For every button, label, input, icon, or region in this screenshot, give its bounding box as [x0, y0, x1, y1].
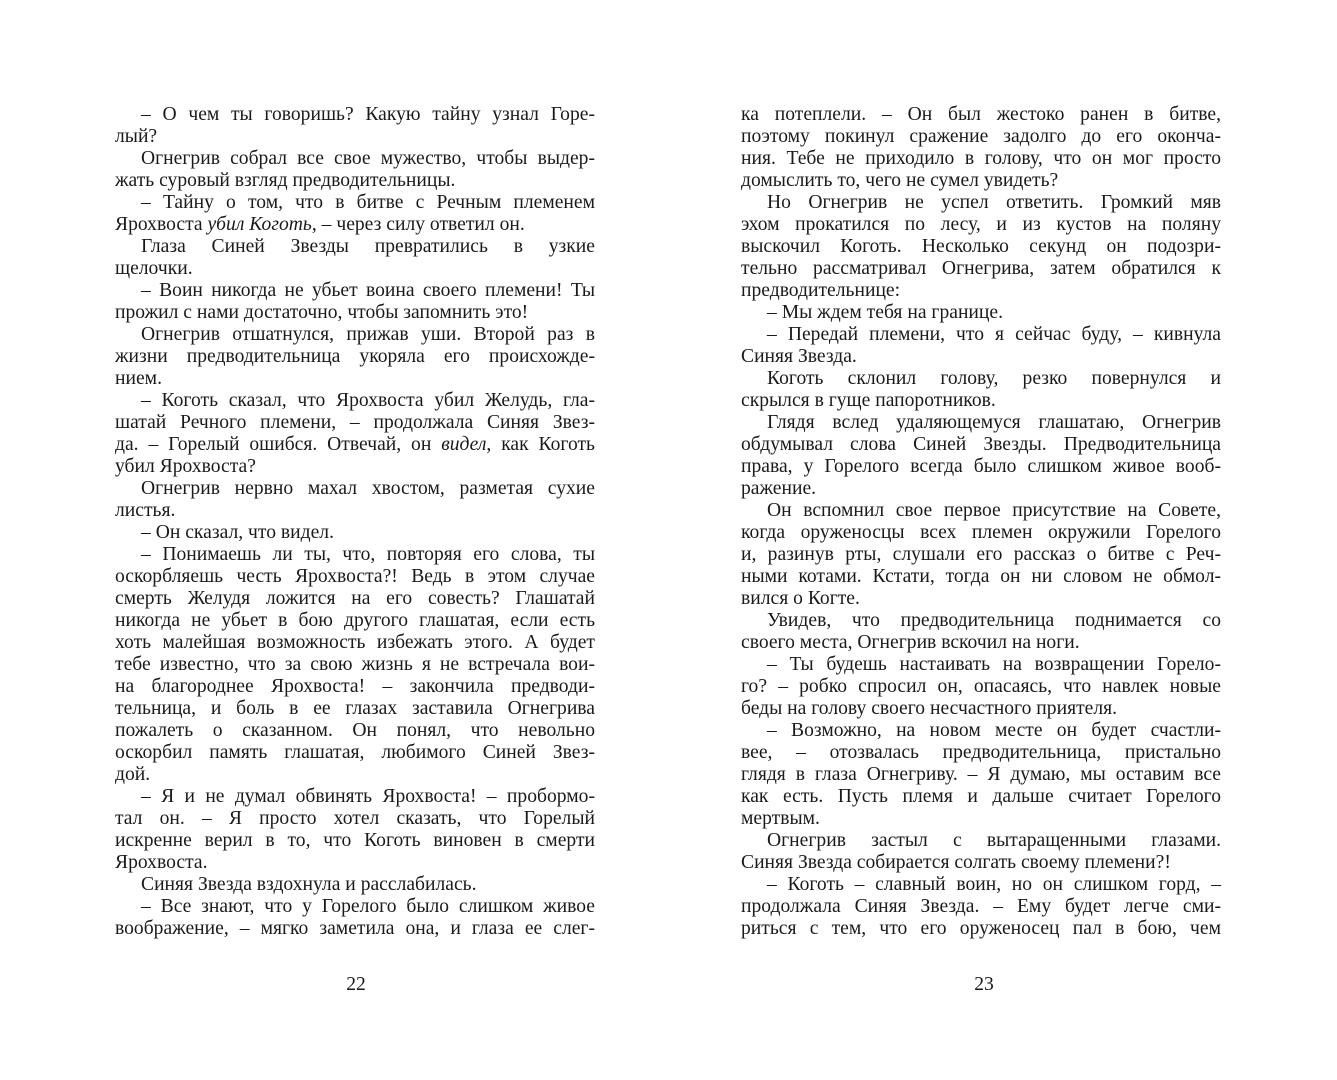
text-line: пожалеть о сказанном. Он понял, что невольно — [115, 720, 595, 741]
text-line: – Воин никогда не убьет воина своего племени! Ты — [141, 280, 595, 301]
text-line: скрылся в гуще папоротников. — [741, 390, 996, 411]
text-line: ными котами. Кстати, тогда он ни словом не обмол- — [741, 566, 1221, 587]
text-line: тал он. – Я просто хотел сказать, что Горелый — [115, 808, 595, 829]
text-line: жать суровый взгляд предводительницы. — [115, 170, 456, 191]
text-line: своего места, Огнегрив вскочил на ноги. — [741, 632, 1080, 653]
text-line: продолжала Синяя Звезда. – Ему будет легче сми- — [741, 896, 1221, 917]
page-number: 23 — [974, 974, 994, 995]
text-line: вился о Когте. — [741, 588, 860, 609]
text-line: – Тайну о том, что в битве с Речным племенем — [141, 192, 595, 213]
text-line: – Он сказал, что видел. — [141, 522, 334, 543]
text-line: Синяя Звезда. — [741, 346, 857, 367]
text-line: эхом прокатился по лесу, и из кустов на поляну — [741, 214, 1221, 235]
text-line: – Понимаешь ли ты, что, повторяя его слова, ты — [141, 544, 595, 565]
text-line: Огнегрив застыл с вытаращенными глазами. — [767, 830, 1221, 851]
text-line: – Возможно, на новом месте он будет счастли- — [767, 720, 1221, 741]
text-line: дой. — [115, 764, 151, 785]
text-line: тельница, и боль в ее глазах заставила Огнегрива — [115, 698, 595, 719]
text-line: домыслить то, чего не сумел увидеть? — [741, 170, 1059, 191]
text-line: листья. — [115, 500, 176, 521]
text-line: Коготь склонил голову, резко повернулся и — [767, 368, 1221, 389]
text-line: тельно рассматривал Огнегрива, затем обратился к — [741, 258, 1221, 279]
text-line: предводительнице: — [741, 280, 901, 301]
text-line: щелочки. — [115, 258, 193, 279]
text-line: и, разинув рты, слушали его рассказ о битве с Реч- — [741, 544, 1221, 565]
text-line: Ярохвоста. — [115, 852, 208, 873]
text-line: нием. — [115, 368, 162, 389]
text-line: – Ты будешь настаивать на возвращении Горело- — [767, 654, 1221, 675]
text-line: ражение. — [741, 478, 817, 499]
text-line: воображение, – мягко заметила она, и глаза ее слег- — [115, 918, 595, 939]
text-line: Увидев, что предводительница поднимается со — [767, 610, 1221, 631]
text-line: искренне верил в то, что Коготь виновен в смерти — [115, 830, 595, 851]
text-line: убил Ярохвоста? — [115, 456, 256, 477]
text-line: обдумывал слова Синей Звезды. Предводительница — [741, 434, 1221, 455]
text-line: на благороднее Ярохвоста! – закончила предводи- — [115, 676, 595, 697]
text-line: – Коготь – славный воин, но он слишком горд, – — [767, 874, 1221, 895]
text-line: права, у Горелого всегда было слишком живое вооб- — [741, 456, 1221, 477]
text-line: – Передай племени, что я сейчас буду, – кивнула — [767, 324, 1221, 345]
text-line: ка потеплели. – Он был жестоко ранен в битве, — [741, 104, 1221, 125]
page-number: 22 — [346, 974, 366, 995]
text-line: – Коготь сказал, что Ярохвоста убил Желудь, гла- — [141, 390, 595, 411]
text-line: го? – робко спросил он, опасаясь, что навлек новые — [741, 676, 1221, 697]
text-line: Синяя Звезда вздохнула и расслабилась. — [141, 874, 477, 895]
right-page — [741, 104, 1221, 940]
text-line: Синяя Звезда собирается солгать своему племени?! — [741, 852, 1171, 873]
text-line: Но Огнегрив не успел ответить. Громкий мяв — [767, 192, 1221, 213]
text-line: вее, – отозвалась предводительница, пристально — [741, 742, 1221, 763]
text-line: прожил с нами достаточно, чтобы запомнить это! — [115, 302, 529, 323]
text-line: когда оруженосцы всех племен окружили Горелого — [741, 522, 1221, 543]
text-line: мертвым. — [741, 808, 820, 829]
text-line: глядя в глаза Огнегриву. – Я думаю, мы оставим все — [741, 764, 1221, 785]
text-line: оскорбляешь честь Ярохвоста?! Ведь в этом случае — [115, 566, 595, 587]
text-line: хоть малейшая возможность избежать этого. А будет — [115, 632, 595, 653]
text-line: смерть Желудя ложится на его совесть? Глашатай — [115, 588, 595, 609]
text-line: тебе известно, что за свою жизнь я не встречала вои- — [115, 654, 595, 675]
text-line: – Все знают, что у Горелого было слишком живое — [141, 896, 595, 917]
text-line: – Я и не думал обвинять Ярохвоста! – пробормо- — [141, 786, 595, 807]
text-line: Ярохвоста убил Коготь, – через силу ответил он. — [115, 214, 525, 235]
text-line: ния. Тебе не приходило в голову, что он мог просто — [741, 148, 1221, 169]
text-line: никогда не убьет в бою другого глашатая, если есть — [115, 610, 595, 631]
text-line: выскочил Коготь. Несколько секунд он подозри- — [741, 236, 1221, 257]
text-line: шатай Речного племени, – продолжала Синяя Звез- — [115, 412, 595, 433]
text-line: беды на голову своего несчастного приятеля. — [741, 698, 1118, 719]
text-line: Огнегрив отшатнулся, прижав уши. Второй раз в — [141, 324, 595, 345]
text-line: Глаза Синей Звезды превратились в узкие — [141, 236, 595, 257]
text-line: жизни предводительница укоряла его происхожде- — [115, 346, 595, 367]
text-line: риться с тем, что его оруженосец пал в бою, чем — [741, 918, 1221, 939]
text-line: Огнегрив собрал все свое мужество, чтобы выдер- — [141, 148, 595, 169]
text-line: поэтому покинул сражение задолго до его оконча- — [741, 126, 1221, 147]
text-line: лый? — [115, 126, 158, 147]
text-line: да. – Горелый ошибся. Отвечай, он видел, как Коготь — [115, 434, 595, 455]
text-line: как есть. Пусть племя и дальше считает Горелого — [741, 786, 1221, 807]
text-line: – Мы ждем тебя на границе. — [767, 302, 1003, 323]
text-line: – О чем ты говоришь? Какую тайну узнал Горе- — [141, 104, 595, 125]
text-line: оскорбил память глашатая, любимого Синей Звез- — [115, 742, 595, 763]
left-page — [115, 104, 595, 940]
text-line: Огнегрив нервно махал хвостом, разметая сухие — [141, 478, 595, 499]
text-line: Он вспомнил свое первое присутствие на Совете, — [767, 500, 1221, 521]
text-line: Глядя вслед удаляющемуся глашатаю, Огнегрив — [767, 412, 1221, 433]
